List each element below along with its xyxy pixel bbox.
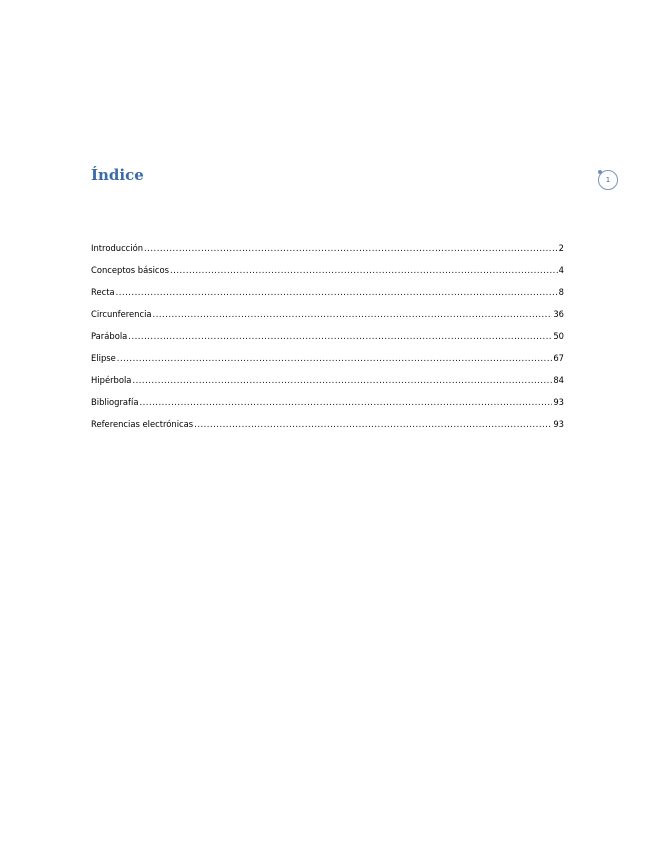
toc-leader-dots — [139, 397, 552, 407]
toc-entry-page: 67 — [553, 353, 564, 363]
toc-leader-dots — [194, 419, 552, 429]
toc-leader-dots — [144, 243, 558, 253]
toc-entry-recta[interactable] — [91, 287, 564, 309]
toc-entry-label: Parábola — [91, 331, 128, 341]
toc-entry-conceptos-basicos[interactable] — [91, 265, 564, 287]
toc-entry-label: Conceptos básicos — [91, 265, 170, 275]
toc-entry-page: 50 — [553, 331, 564, 341]
page-number-badge — [598, 170, 618, 190]
toc-entry-elipse[interactable] — [91, 353, 564, 375]
toc-entry-circunferencia[interactable] — [91, 309, 564, 331]
toc-leader-dots — [116, 287, 558, 297]
toc-leader-dots — [128, 331, 552, 341]
toc-entry-parabola[interactable] — [91, 331, 564, 353]
toc-entry-page: 2 — [558, 243, 564, 253]
toc-entry-introduccion[interactable] — [91, 243, 564, 265]
toc-entry-page: 4 — [558, 265, 564, 275]
toc-entry-label: Recta — [91, 287, 115, 297]
page-title: Índice — [91, 166, 144, 184]
toc-entry-page: 93 — [553, 397, 564, 407]
toc-entry-label: Circunferencia — [91, 309, 152, 319]
table-of-contents — [91, 243, 564, 441]
badge-dot-icon — [598, 170, 602, 174]
toc-entry-label: Hipérbola — [91, 375, 132, 385]
toc-entry-label: Referencias electrónicas — [91, 419, 194, 429]
toc-entry-label: Bibliografía — [91, 397, 139, 407]
toc-leader-dots — [132, 375, 552, 385]
toc-entry-hiperbola[interactable] — [91, 375, 564, 397]
toc-entry-label: Elipse — [91, 353, 116, 363]
page-number: 1 — [605, 176, 611, 184]
toc-entry-page: 84 — [553, 375, 564, 385]
toc-entry-page: 93 — [553, 419, 564, 429]
toc-entry-page: 8 — [558, 287, 564, 297]
toc-entry-label: Introducción — [91, 243, 144, 253]
toc-leader-dots — [153, 309, 553, 319]
toc-entry-bibliografia[interactable] — [91, 397, 564, 419]
toc-leader-dots — [170, 265, 558, 275]
toc-entry-page: 36 — [553, 309, 564, 319]
toc-entry-referencias-electronicas[interactable] — [91, 419, 564, 441]
toc-leader-dots — [117, 353, 553, 363]
